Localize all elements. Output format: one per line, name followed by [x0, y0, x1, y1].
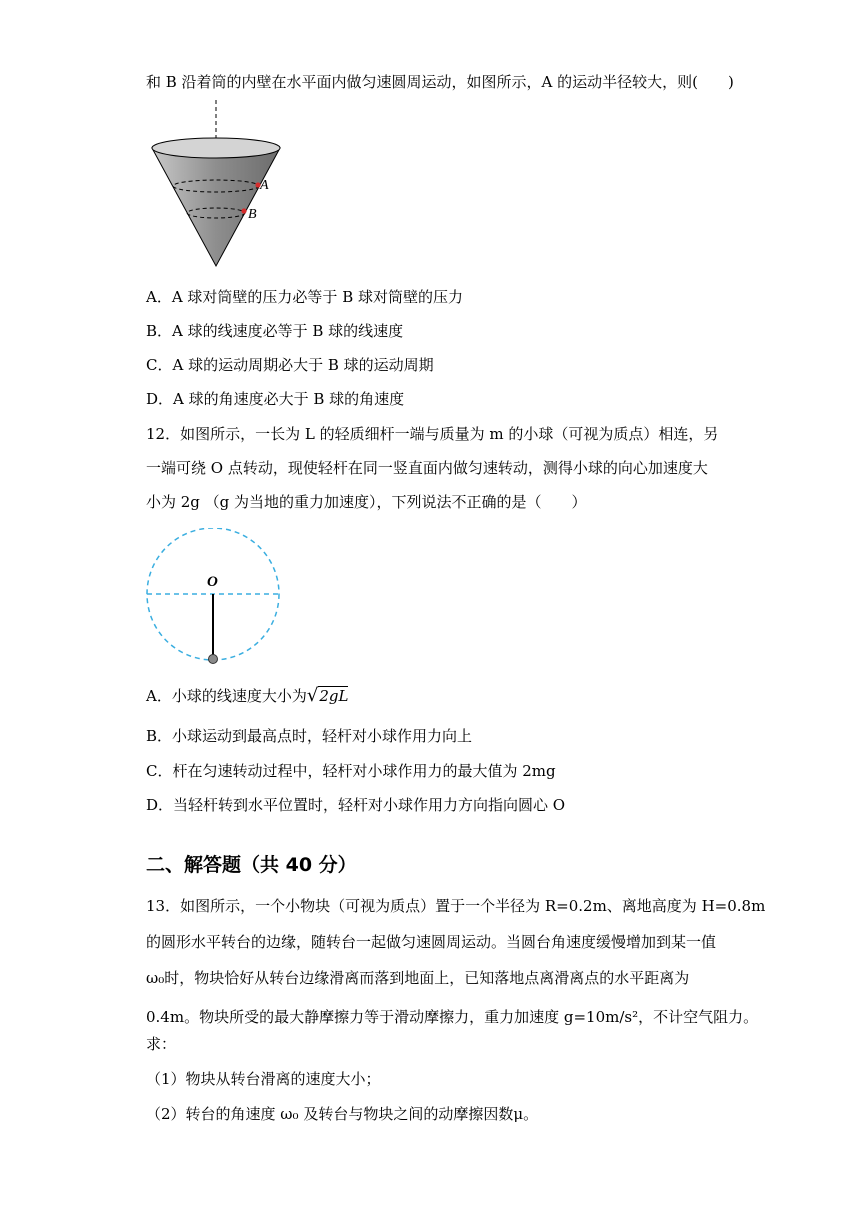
- rod-circle-figure: [144, 528, 284, 668]
- q12-stem-line-1: 12．如图所示，一长为 L 的轻质细杆一端与质量为 m 的小球（可视为质点）相连，另: [146, 425, 719, 443]
- q11-option-c: C．A 球的运动周期必大于 B 球的运动周期: [146, 356, 434, 374]
- q11-option-d: D．A 球的角速度必大于 B 球的角速度: [146, 390, 405, 408]
- q12-stem-line-3: 小为 2g （g 为当地的重力加速度），下列说法不正确的是（ ）: [146, 493, 587, 511]
- label-o: O: [207, 574, 218, 590]
- cone-body: [152, 148, 280, 266]
- q11-option-a: A．A 球对筒壁的压力必等于 B 球对筒壁的压力: [146, 288, 463, 306]
- q11-option-b: B．A 球的线速度必等于 B 球的线速度: [146, 322, 404, 340]
- q13-stem-line-1: 13．如图所示，一个小物块（可视为质点）置于一个半径为 R=0.2m、离地高度为 H=0.8m: [146, 897, 766, 915]
- cone-figure: [146, 100, 286, 270]
- q13-stem-line-3: ω₀时，物块恰好从转台边缘滑离而落到地面上，已知落地点离滑离点的水平距离为: [146, 969, 690, 987]
- q13-sub-question-1: （1）物块从转台滑离的速度大小；: [146, 1070, 381, 1088]
- q12-option-b: B．小球运动到最高点时，轻杆对小球作用力向上: [146, 727, 473, 745]
- label-a: A: [260, 178, 269, 193]
- q12-option-a-text: A．小球的线速度大小为: [146, 687, 307, 705]
- label-b: B: [248, 207, 257, 222]
- section-2-title: 二、解答题（共 40 分）: [146, 854, 357, 876]
- q13-stem-line-4: 0.4m。物块所受的最大静摩擦力等于滑动摩擦力，重力加速度 g=10m/s²，不计空气阻力。: [146, 1008, 759, 1026]
- q12-option-a: [146, 686, 348, 706]
- q13-stem-line-2: 的圆形水平转台的边缘，随转台一起做匀速圆周运动。当圆台角速度缓慢增加到某一值: [146, 933, 717, 951]
- cone-rim: [152, 138, 280, 158]
- sqrt-sign: √: [306, 685, 319, 706]
- q12-option-a-radicand: 2gL: [319, 687, 349, 705]
- ball: [209, 655, 218, 664]
- q13-sub-question-2: （2）转台的角速度 ω₀ 及转台与物块之间的动摩擦因数μ。: [146, 1105, 539, 1123]
- ball-b: [241, 208, 246, 213]
- q12-option-c: C．杆在匀速转动过程中，轻杆对小球作用力的最大值为 2mg: [146, 762, 556, 780]
- q12-stem-line-2: 一端可绕 O 点转动，现使轻杆在同一竖直面内做匀速转动，测得小球的向心加速度大: [146, 459, 708, 477]
- q12-option-d: D．当轻杆转到水平位置时，轻杆对小球作用力方向指向圆心 O: [146, 796, 566, 814]
- q11-stem: 和 B 沿着筒的内壁在水平面内做匀速圆周运动，如图所示，A 的运动半径较大，则( ): [146, 73, 734, 91]
- q13-stem-line-5: 求：: [146, 1035, 177, 1053]
